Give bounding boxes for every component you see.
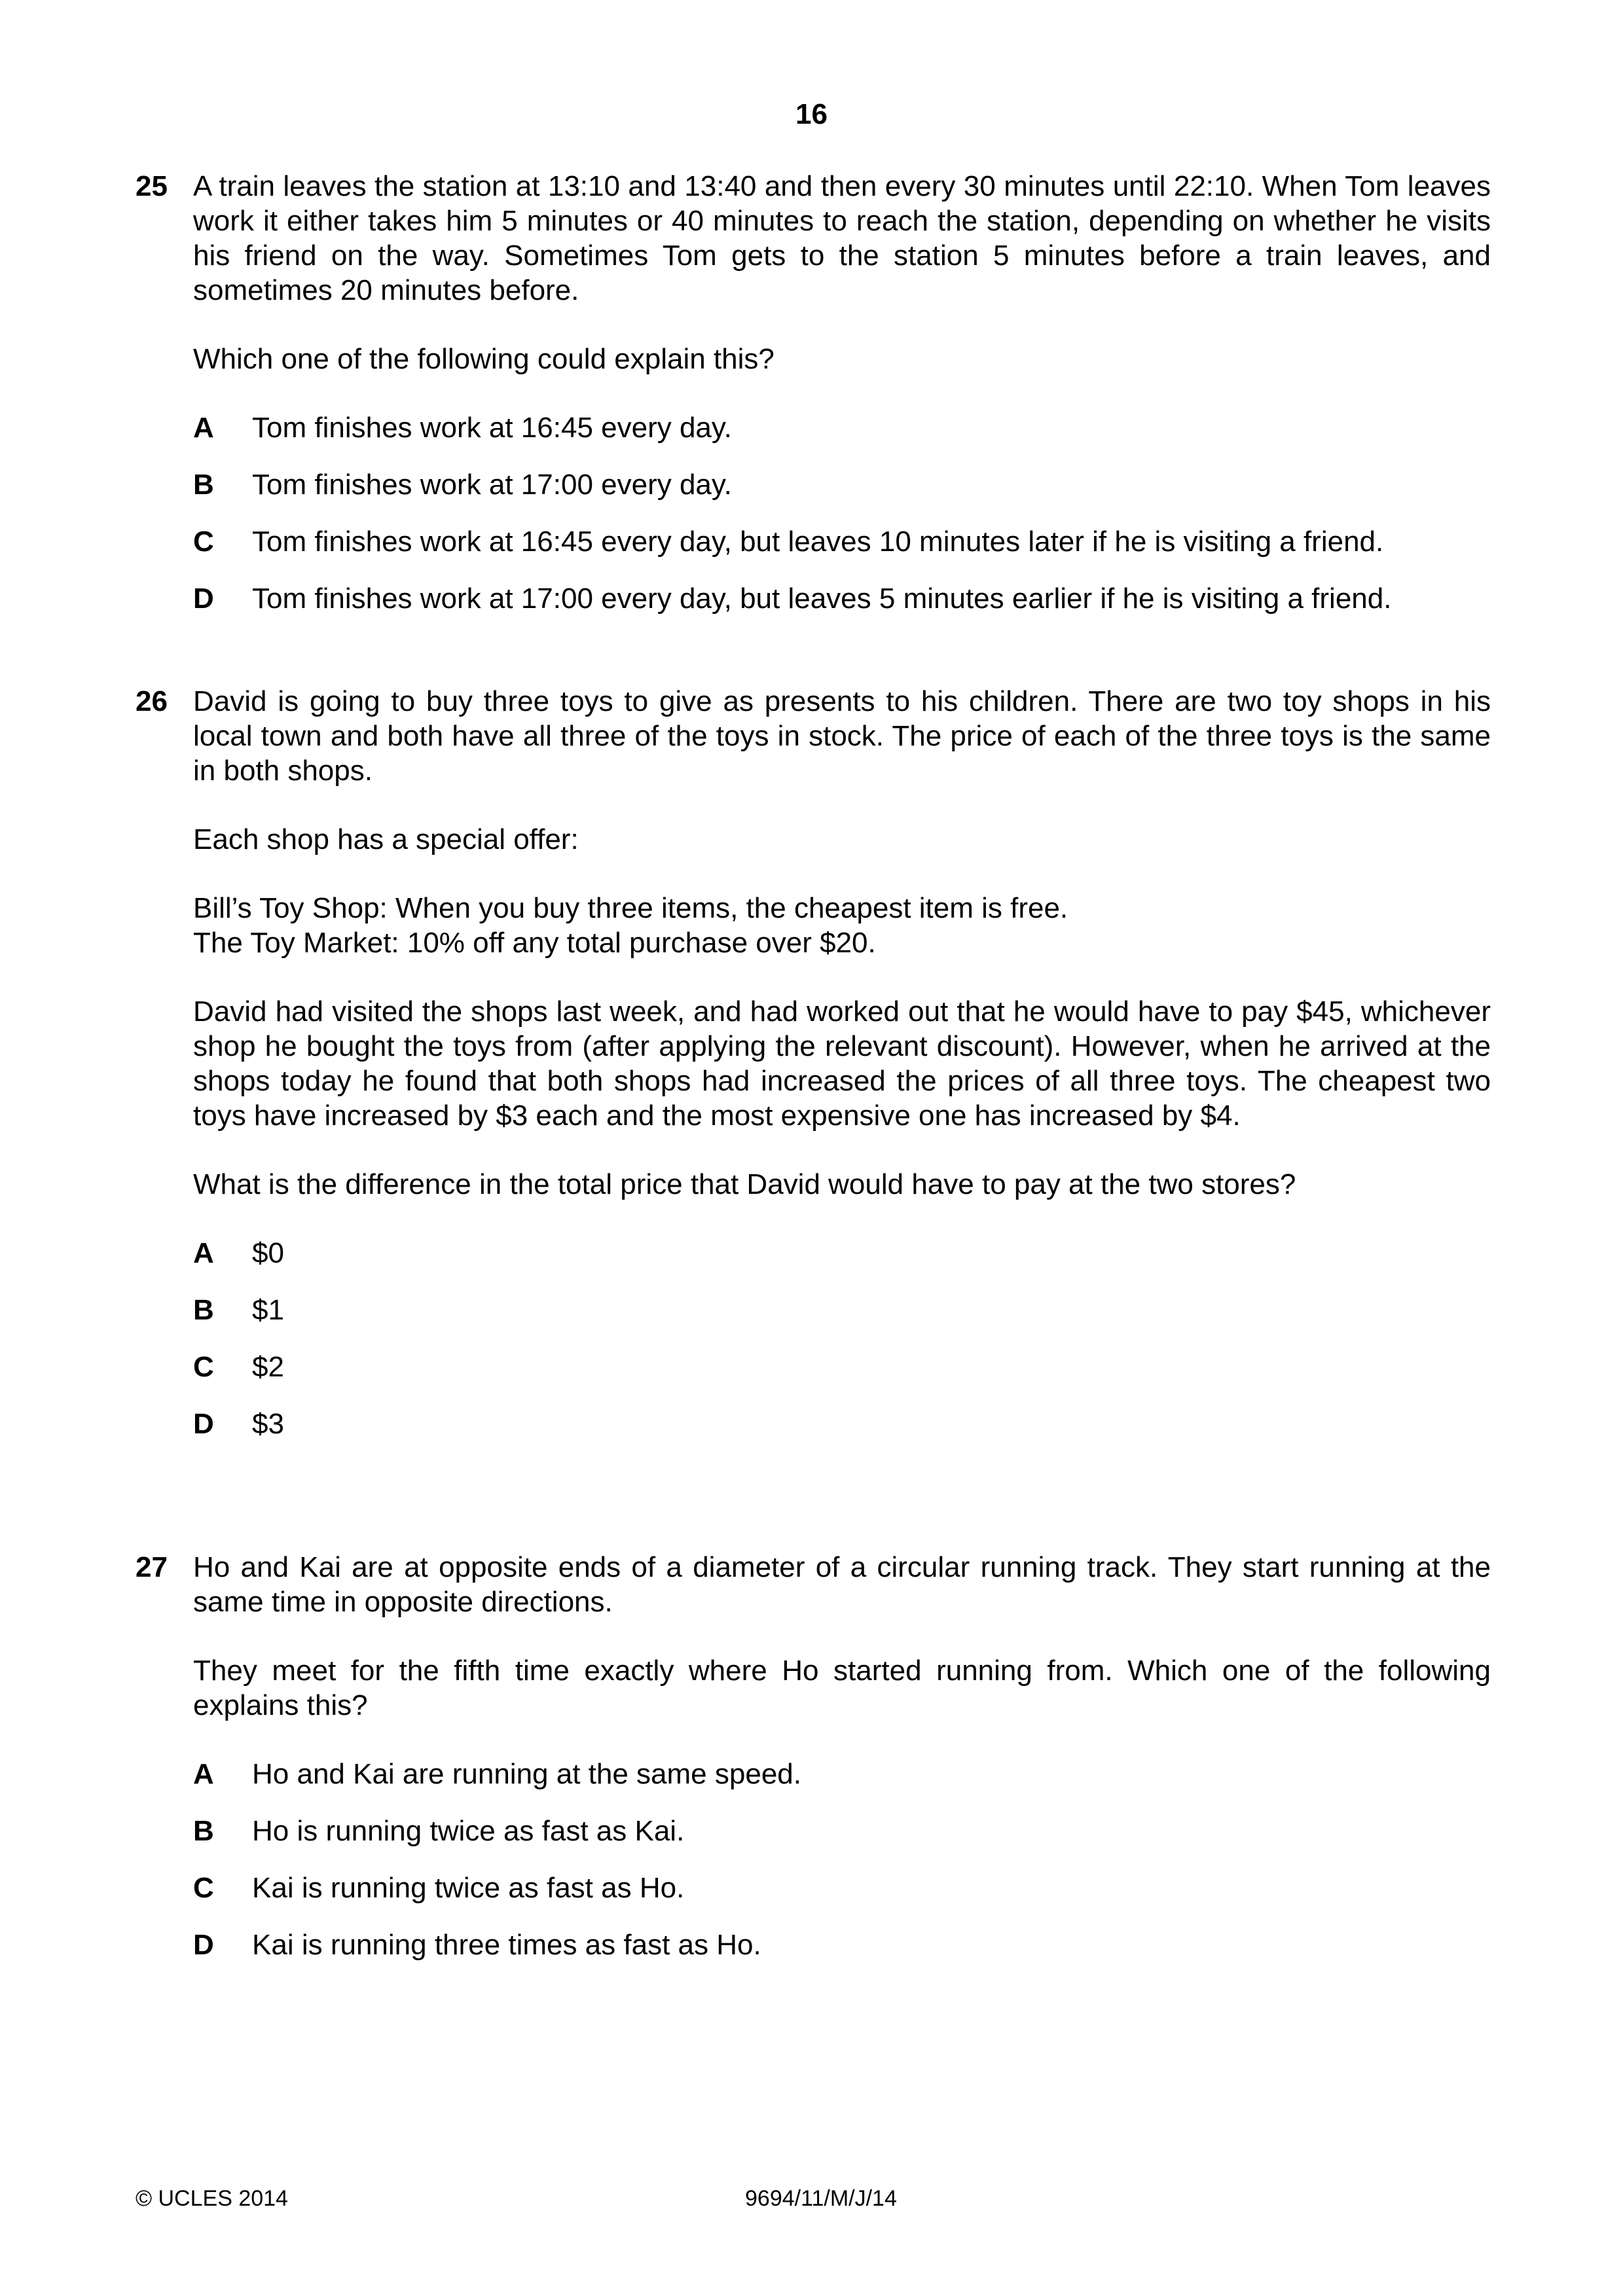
question-25 [136,169,1491,638]
option-letter: A [193,412,214,444]
option-letter: D [193,1929,214,1961]
option-text: $1 [252,1294,284,1326]
option-text: $3 [252,1408,284,1440]
question-stem: A train leaves the station at 13:10 and 13:40 and then every 30 minutes until 22:10. When Tom leaves work it either takes him 5 minutes or 40 minutes to reach the station, depending on whether he visits his friend on the way. Sometimes Tom gets to the station 5 minutes before a train leaves, and sometimes 20 minutes before. [193,170,1491,306]
question-text: David had visited the shops last week, and had worked out that he would have to pay $45, whichever shop he bought the toys from (after applying the relevant discount). However, when he arrived at the shops today he found that both shops had increased the prices of all three toys. The cheapest two toys have increased by $3 each and the most expensive one has increased by $4. [193,996,1491,1132]
question-number: 25 [136,170,168,202]
option-text: Tom finishes work at 16:45 every day, but leaves 10 minutes later if he is visiting a friend. [252,526,1384,558]
option-text: Tom finishes work at 17:00 every day, but leaves 5 minutes earlier if he is visiting a friend. [252,583,1392,615]
answer-options [193,1757,1491,1962]
option-text: Tom finishes work at 16:45 every day. [252,412,732,444]
question-27 [136,1550,1491,1984]
page-number: 16 [795,98,828,130]
option-text: Ho and Kai are running at the same speed. [252,1758,801,1790]
option-letter: D [193,583,214,615]
answer-options [193,1236,1491,1441]
question-prompt: What is the difference in the total price that David would have to pay at the two stores? [193,1168,1296,1200]
question-stem: Ho and Kai are at opposite ends of a diameter of a circular running track. They start running at the same time in opposite directions. [193,1551,1491,1618]
option-letter: A [193,1237,214,1269]
option-letter: C [193,1872,214,1904]
option-letter: A [193,1758,214,1790]
option-text: Kai is running three times as fast as Ho. [252,1929,761,1961]
offer-toy-market: The Toy Market: 10% off any total purchase over $20. [193,927,876,959]
option-letter: C [193,1351,214,1383]
option-letter: B [193,1815,214,1847]
offer-bills-toy-shop: Bill’s Toy Shop: When you buy three items, the cheapest item is free. [193,892,1068,924]
question-number: 27 [136,1551,168,1583]
option-a[interactable] [193,1236,1491,1270]
footer-paper-code: 9694/11/M/J/14 [745,2186,897,2211]
question-26 [136,684,1491,1463]
option-d[interactable] [193,1407,1491,1441]
option-text: $0 [252,1237,284,1269]
question-number: 26 [136,685,168,717]
option-letter: B [193,1294,214,1326]
option-letter: D [193,1408,214,1440]
option-b[interactable] [193,467,1491,502]
option-letter: B [193,469,214,501]
option-b[interactable] [193,1814,1491,1848]
option-c[interactable] [193,1871,1491,1905]
option-b[interactable] [193,1293,1491,1327]
option-d[interactable] [193,581,1491,616]
option-a[interactable] [193,1757,1491,1791]
option-d[interactable] [193,1928,1491,1962]
question-stem: David is going to buy three toys to give as presents to his children. There are two toy shops in his local town and both have all three of the toys in stock. The price of each of the three toys is the same in both shops. [193,685,1491,787]
option-text: Ho is running twice as fast as Kai. [252,1815,685,1847]
option-c[interactable] [193,524,1491,559]
question-prompt: Which one of the following could explain this? [193,343,775,375]
option-text: Kai is running twice as fast as Ho. [252,1872,685,1904]
option-text: $2 [252,1351,284,1383]
option-text: Tom finishes work at 17:00 every day. [252,469,732,501]
question-text: Each shop has a special offer: [193,823,579,855]
answer-options [193,410,1491,616]
question-prompt: They meet for the fifth time exactly where Ho started running from. Which one of the following explains this? [193,1655,1491,1721]
footer-copyright: © UCLES 2014 [136,2186,288,2211]
option-a[interactable] [193,410,1491,445]
option-letter: C [193,526,214,558]
option-c[interactable] [193,1350,1491,1384]
